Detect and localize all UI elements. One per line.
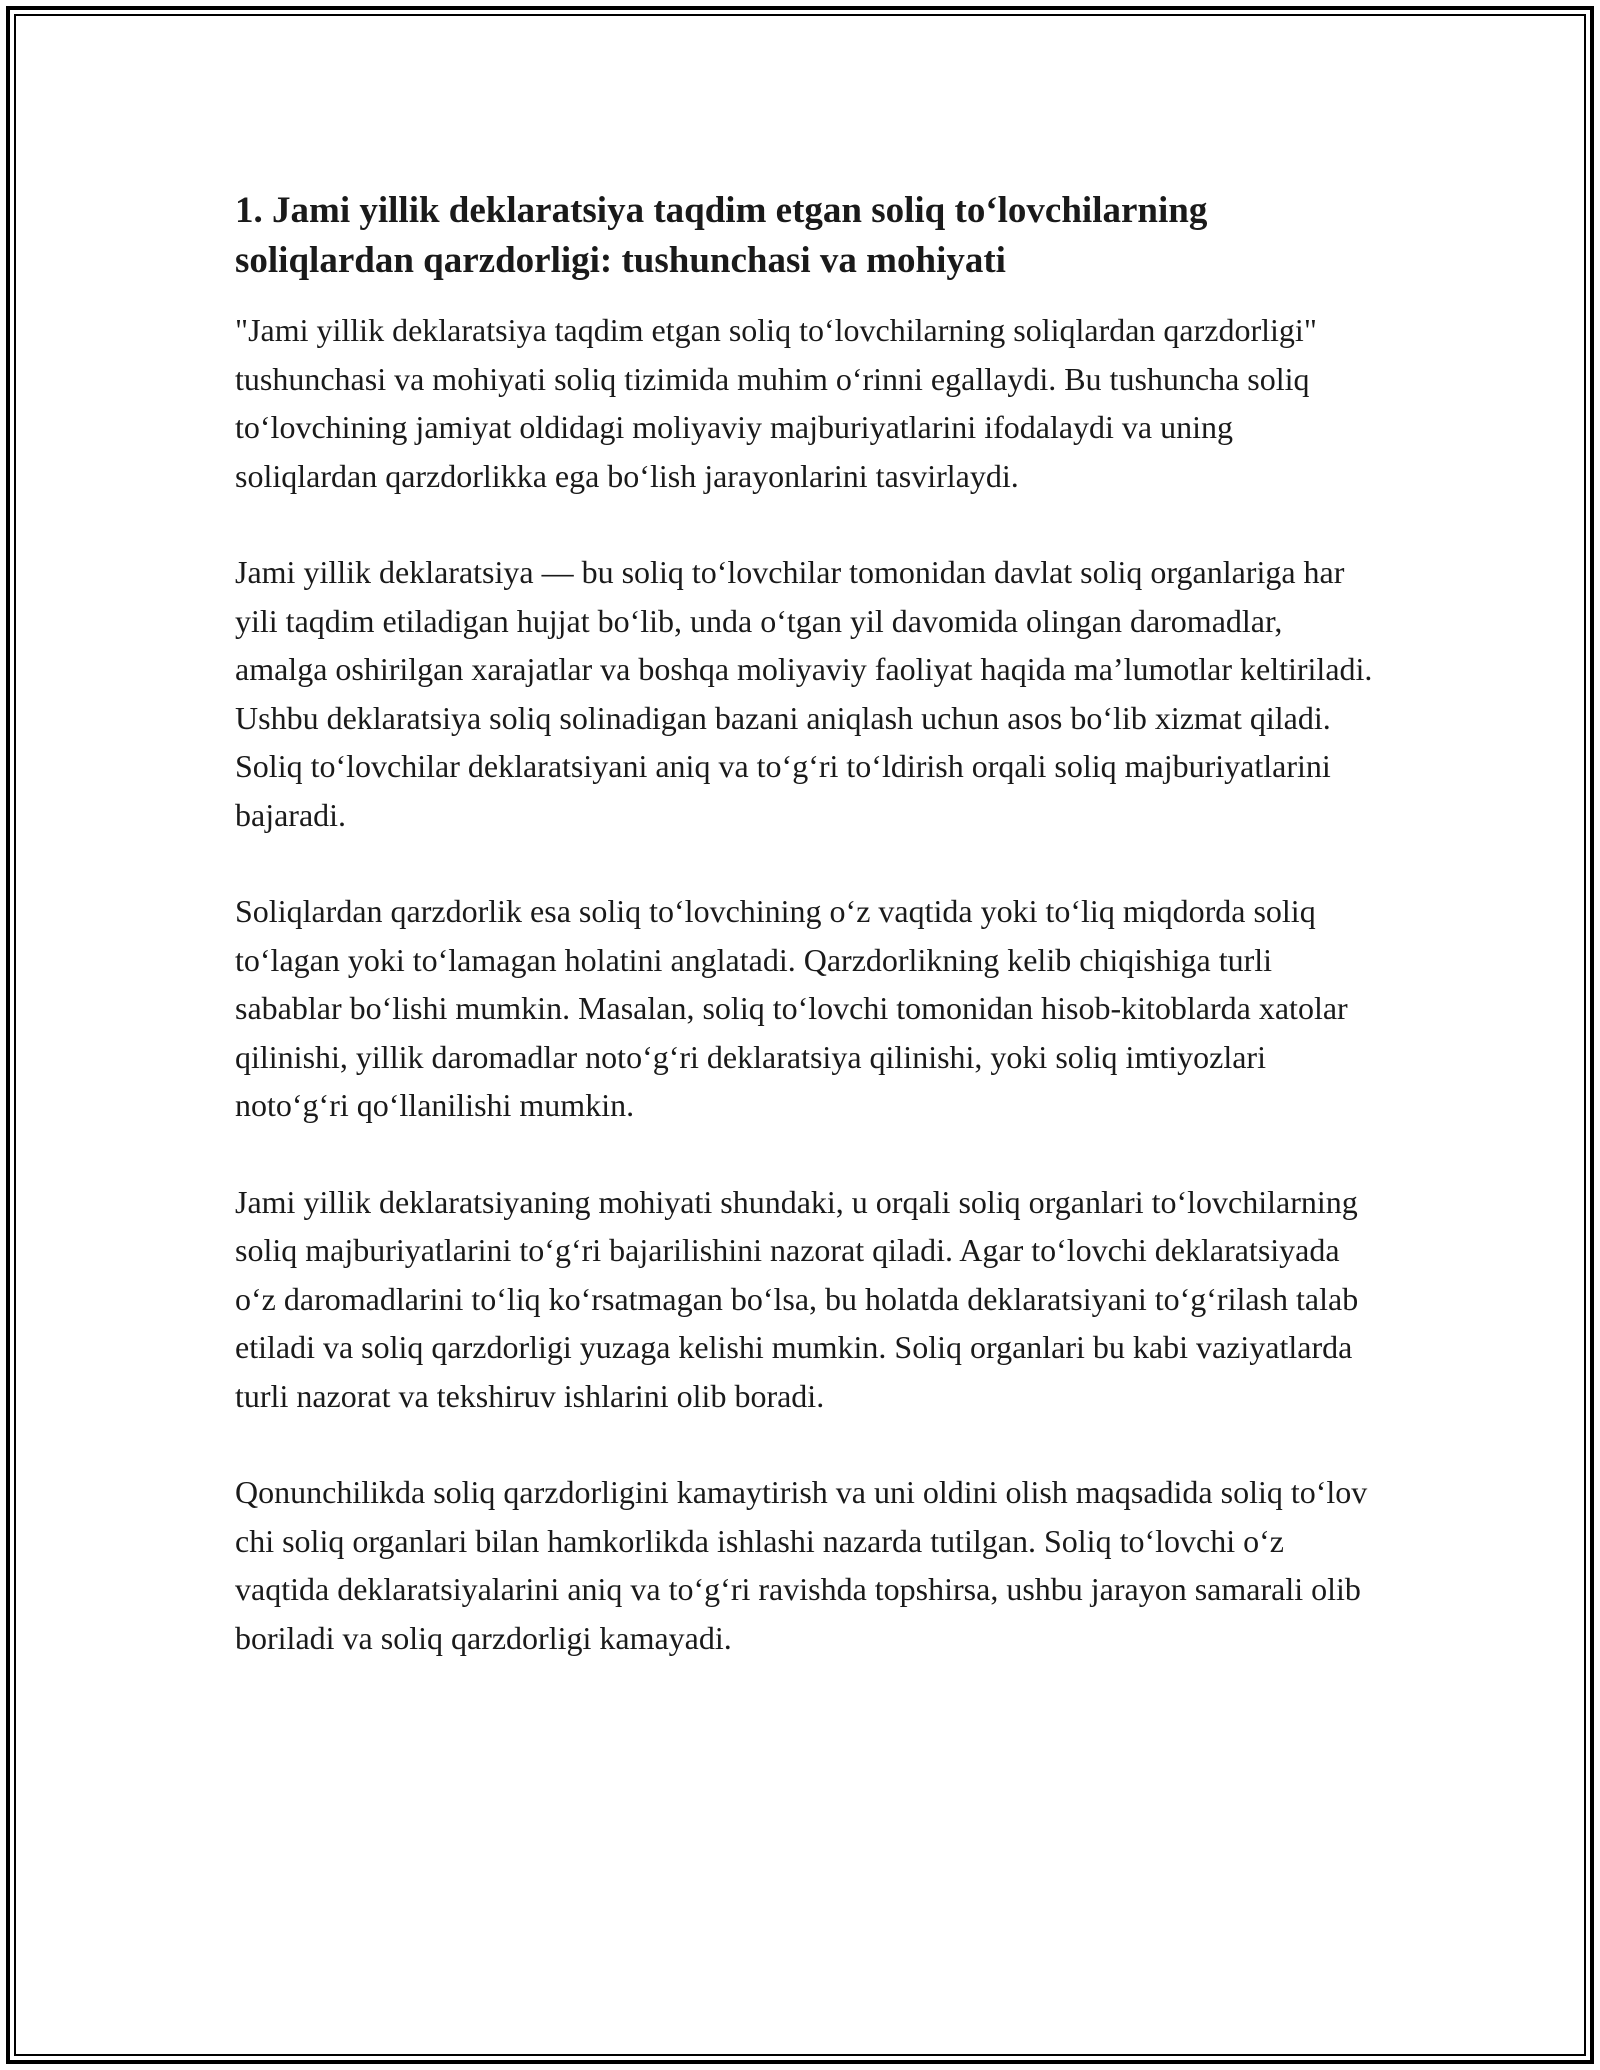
paragraph-5: Qonunchilikda soliq qarzdorligini kamaytirish va uni oldini olish maqsadida soliq to‘lov chi soliq organlari bilan hamkorlikda ishlashi nazarda tutilgan. Soliq to‘lovchi o‘z vaqtida deklaratsiyalarini aniq va to‘g‘ri ravishda topshirsa, ushbu jarayon samarali olib boriladi va soliq qarzdorligi kamayadi. — [235, 1474, 1368, 1656]
section-title: 1. Jami yillik deklaratsiya taqdim etgan soliq to‘lovchilarning soliqlardan qarzdorligi: tushunchasi va mohiyati — [235, 190, 1208, 281]
paragraph-2: Jami yillik deklaratsiya — bu soliq to‘lovchilar tomonidan davlat soliq organlariga har yili taqdim etiladigan hujjat bo‘lib, unda o‘tgan yil davomida olingan daromadlar, amalga oshirilgan xarajatlar va boshqa moliyaviy faoliyat haqida ma’lumotlar keltiriladi. Ushbu deklaratsiya soliq solinadigan bazani aniqlash uchun asos bo‘lib xizmat qiladi. Soliq to‘lovchilar deklaratsiyani aniq va to‘g‘ri to‘ldirish orqali soliq majburiyatlarini bajaradi. — [235, 554, 1373, 833]
paragraph-3: Soliqlardan qarzdorlik esa soliq to‘lovchining o‘z vaqtida yoki to‘liq miqdorda soliq to‘lagan yoki to‘lamagan holatini anglatadi. Qarzdorlikning kelib chiqishiga turli sabablar bo‘lishi mumkin. Masalan, soliq to‘lovchi tomonidan hisob-kitoblarda xatolar qilinishi, yillik daromadlar noto‘g‘ri deklaratsiya qilinishi, yoki soliq imtiyozlari noto‘g‘ri qo‘llanilishi mumkin. — [235, 893, 1348, 1123]
paragraph-1: "Jami yillik deklaratsiya taqdim etgan soliq to‘lovchilarning soliqlardan qarzdorligi" tushunchasi va mohiyati soliq tizimida muhim o‘rinni egallaydi. Bu tushuncha soliq to‘lovchining jamiyat oldidagi moliyaviy majburiyatlarini ifodalaydi va uning soliqlardan qarzdorlikka ega bo‘lish jarayonlarini tasvirlaydi. — [235, 312, 1317, 494]
paragraph-4: Jami yillik deklaratsiyaning mohiyati shundaki, u orqali soliq organlari to‘lovchilarning soliq majburiyatlarini to‘g‘ri bajarilishini nazorat qiladi. Agar to‘lovchi deklaratsiyada o‘z daromadlarini to‘liq ko‘rsatmagan bo‘lsa, bu holatda deklaratsiyani to‘g‘rilash talab etiladi va soliq qarzdorligi yuzaga kelishi mumkin. Soliq organlari bu kabi vaziyatlarda turli nazorat va tekshiruv ishlarini olib boradi. — [235, 1183, 1359, 1414]
document-body — [235, 186, 1375, 1710]
